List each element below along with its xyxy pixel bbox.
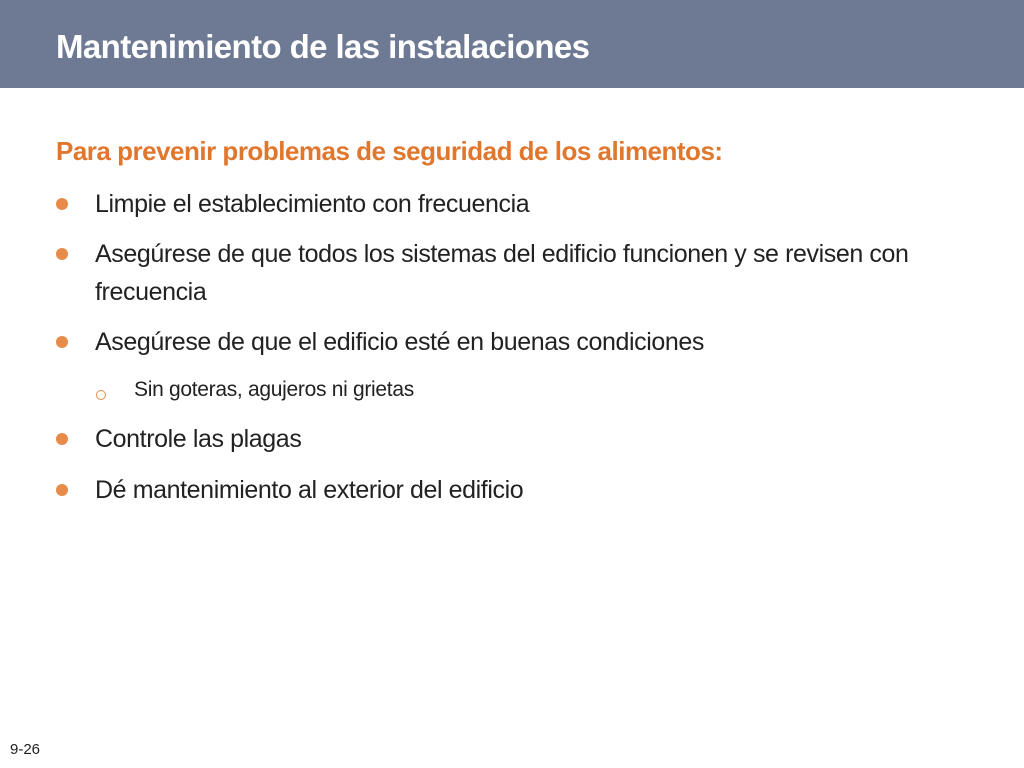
- bullet-icon: [56, 248, 68, 260]
- bullet-icon: [56, 484, 68, 496]
- bullet-icon: [56, 198, 68, 210]
- slide-header: [0, 0, 1024, 88]
- sub-bullet-icon: [96, 390, 106, 400]
- list-item-text: Limpie el establecimiento con frecuencia: [95, 190, 530, 218]
- list-item-text: Asegúrese de que todos los sistemas del edificio funcionen y se revisen con frecuencia: [95, 240, 909, 306]
- list-item-text: Asegúrese de que el edificio esté en buenas condiciones: [95, 328, 704, 356]
- sub-list-item-text: Sin goteras, agujeros ni grietas: [134, 378, 414, 401]
- bullet-icon: [56, 336, 68, 348]
- bullet-icon: [56, 433, 68, 445]
- slide-title: Mantenimiento de las instalaciones: [56, 28, 590, 65]
- list-item-text: Dé mantenimiento al exterior del edificio: [95, 476, 524, 504]
- page-number: 9-26: [10, 741, 41, 758]
- section-subtitle: Para prevenir problemas de seguridad de los alimentos:: [56, 136, 723, 166]
- list-item-text: Controle las plagas: [95, 425, 302, 453]
